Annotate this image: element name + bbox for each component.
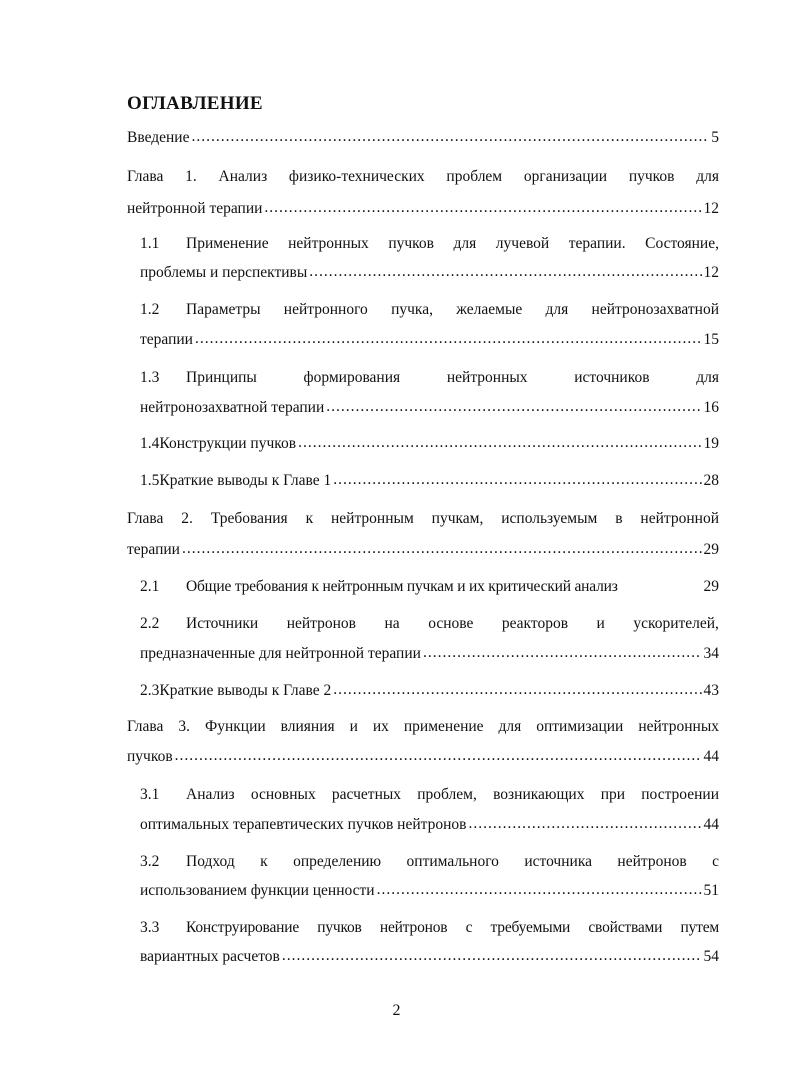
dot-leader — [309, 262, 701, 282]
toc-entry-intro[interactable] — [127, 128, 719, 148]
dot-leader — [264, 198, 701, 218]
title-word: Источники — [186, 615, 259, 632]
toc-entry-title: Конструкции пучков — [159, 435, 297, 452]
toc-section-3-3-line2[interactable] — [140, 947, 719, 967]
toc-section-1-2-line1[interactable] — [140, 300, 719, 320]
title-word: и — [596, 615, 605, 632]
toc-entry-title — [186, 368, 719, 388]
toc-page-ref: 12 — [703, 264, 719, 281]
toc-section-1-3-line1[interactable] — [140, 368, 719, 388]
toc-entry-title: Конструирование пучков нейтронов с требуемыми свойствами путем — [186, 919, 719, 936]
dot-leader — [333, 470, 701, 490]
toc-page-ref: 19 — [703, 435, 719, 452]
toc-entry-title: Введение — [127, 129, 190, 146]
toc-chapter-1-line1[interactable]: Глава 1. Анализ физико-технических проблем организации пучков для — [127, 168, 719, 185]
toc-page-ref: 5 — [711, 129, 719, 146]
toc-entry-title: оптимальных терапевтических пучков нейтронов — [140, 816, 467, 833]
toc-section-1-2-line2[interactable] — [140, 330, 719, 350]
title-word: ускорителей, — [633, 615, 719, 632]
title-word: реакторов — [501, 615, 569, 632]
toc-section-1-1-line2[interactable] — [140, 263, 719, 283]
toc-section-2-2-line2[interactable] — [140, 644, 719, 664]
toc-page-ref: 44 — [703, 748, 719, 765]
dot-leader — [298, 433, 701, 453]
toc-chapter-2-line2[interactable] — [127, 540, 719, 560]
section-number: 2.1 — [140, 578, 160, 595]
toc-section-1-4[interactable] — [140, 434, 719, 454]
title-word: для — [696, 369, 719, 386]
toc-entry-title: предназначенные для нейтронной терапии — [140, 645, 421, 662]
section-number: 1.5 — [140, 472, 160, 489]
toc-page-ref: 34 — [703, 645, 719, 662]
toc-entry-title: пучков — [127, 748, 173, 765]
toc-section-1-3-line2[interactable] — [140, 398, 719, 418]
dot-leader — [282, 946, 702, 966]
toc-page-ref: 51 — [703, 882, 719, 899]
toc-chapter-3-line1[interactable]: Глава 3. Функции влияния и их применение для оптимизации нейтронных — [127, 718, 719, 735]
toc-entry-title: Краткие выводы к Главе 2 — [159, 682, 332, 699]
toc-entry-title: Общие требования к нейтронным пучкам и их критический анализ — [186, 578, 618, 595]
section-number: 1.3 — [140, 369, 160, 386]
page-number: 2 — [392, 1002, 401, 1019]
toc-page-ref: 16 — [703, 399, 719, 416]
title-word: формирования — [303, 369, 401, 386]
toc-page-ref: 29 — [703, 541, 719, 558]
dot-leader — [175, 746, 702, 766]
toc-section-3-2-line2[interactable] — [140, 881, 719, 901]
toc-entry-title: проблемы и перспективы — [140, 264, 308, 281]
toc-heading: ОГЛАВЛЕНИЕ — [127, 93, 263, 114]
toc-section-2-1[interactable] — [140, 577, 719, 597]
dot-leader — [182, 539, 702, 559]
toc-chapter-1-line2[interactable] — [127, 199, 719, 219]
dot-leader — [377, 880, 702, 900]
dot-leader — [468, 814, 701, 834]
toc-entry-title: нейтронной терапии — [127, 200, 263, 217]
toc-entry-title: терапии — [140, 331, 193, 348]
toc-section-3-1-line2[interactable] — [140, 815, 719, 835]
toc-page-ref: 15 — [703, 331, 719, 348]
toc-page-ref: 12 — [703, 200, 719, 217]
section-number: 2.3 — [140, 682, 160, 699]
toc-section-3-1-line1[interactable] — [140, 785, 719, 805]
toc-chapter-3-line2[interactable] — [127, 747, 719, 767]
toc-chapter-2-line1[interactable]: Глава 2. Требования к нейтронным пучкам, используемым в нейтронной — [127, 510, 719, 527]
toc-page-ref: 29 — [703, 578, 719, 595]
title-word: нейтронных — [446, 369, 528, 386]
toc-section-3-2-line1[interactable] — [140, 852, 719, 872]
toc-entry-title: использованием функции ценности — [140, 882, 375, 899]
toc-entry-title — [186, 614, 719, 634]
toc-page-ref: 54 — [703, 948, 719, 965]
toc-section-3-3-line1[interactable] — [140, 918, 719, 938]
section-number: 2.2 — [140, 615, 160, 632]
toc-entry-title: Краткие выводы к Главе 1 — [159, 472, 332, 489]
toc-section-1-5[interactable] — [140, 471, 719, 491]
section-number: 3.1 — [140, 786, 160, 803]
toc-page-ref: 43 — [703, 682, 719, 699]
toc-entry-title: Параметры нейтронного пучка, желаемые для нейтронозахватной — [186, 301, 719, 318]
toc-section-2-3[interactable] — [140, 681, 719, 701]
title-word: основе — [428, 615, 474, 632]
section-number: 3.3 — [140, 919, 160, 936]
dot-leader — [191, 127, 709, 147]
toc-page-ref: 44 — [703, 816, 719, 833]
title-word: источников — [574, 369, 650, 386]
section-number: 1.2 — [140, 301, 160, 318]
dot-leader — [326, 397, 701, 417]
dot-leader — [423, 643, 702, 663]
toc-entry-title: терапии — [127, 541, 180, 558]
toc-entry-title: нейтронозахватной терапии — [140, 399, 325, 416]
dot-leader — [333, 680, 701, 700]
dot-leader — [195, 329, 702, 349]
title-word: Принципы — [186, 369, 257, 386]
toc-entry-title: Применение нейтронных пучков для лучевой терапии. Состояние, — [186, 235, 719, 252]
toc-entry-title: вариантных расчетов — [140, 948, 280, 965]
toc-entry-title: Подход к определению оптимального источника нейтронов с — [186, 853, 719, 870]
toc-section-1-1-line1[interactable] — [140, 234, 719, 254]
toc-entry-title: Анализ основных расчетных проблем, возникающих при построении — [186, 786, 719, 803]
section-number: 1.4 — [140, 435, 160, 452]
section-number: 1.1 — [140, 235, 160, 252]
toc-page-ref: 28 — [703, 472, 719, 489]
title-word: на — [384, 615, 400, 632]
title-word: нейтронов — [286, 615, 356, 632]
toc-section-2-2-line1[interactable] — [140, 614, 719, 634]
section-number: 3.2 — [140, 853, 160, 870]
